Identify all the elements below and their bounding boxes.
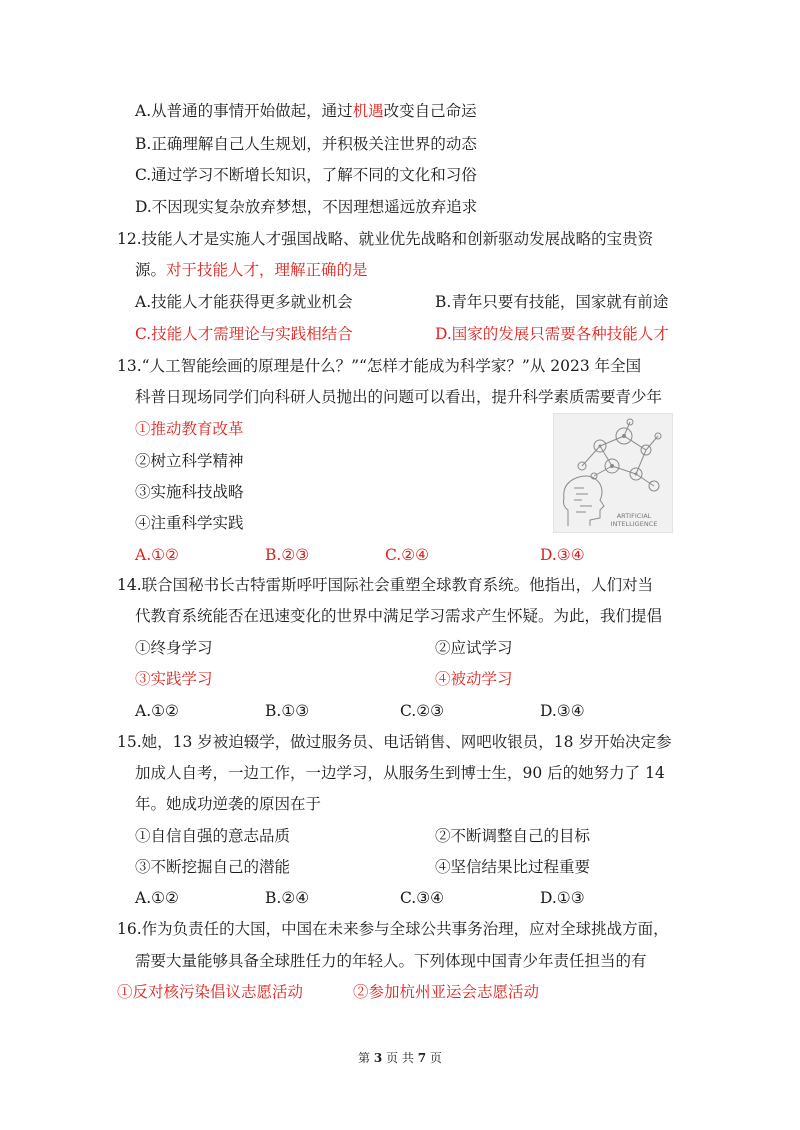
q13-item-4: ④注重科学实践 [135, 514, 244, 532]
q12-question-highlight: 对于技能人才，理解正确的是 [166, 261, 368, 279]
q15-option-d: D.①③ [540, 889, 585, 907]
q15-option-c: C.③④ [400, 889, 445, 907]
q15-item-4: ④坚信结果比过程重要 [435, 858, 591, 876]
q12-option-d: D.国家的发展只需要各种技能人才 [435, 325, 669, 343]
q16-stem-line2: 需要大量能够具备全球胜任力的年轻人。下列体现中国青少年责任担当的有 [135, 952, 647, 970]
q11-option-a: A.从普通的事情开始做起，通过机遇改变自己命运 [135, 102, 477, 120]
q13-option-d: D.③④ [540, 546, 585, 564]
q16-stem-line1: 16.作为负责任的大国，中国在未来参与全球公共事务治理，应对全球挑战方面， [117, 920, 669, 938]
q13-option-a: A.①② [135, 546, 179, 564]
q11-option-a-highlight: 机遇 [352, 102, 384, 120]
q12-option-a: A.技能人才能获得更多就业机会 [135, 293, 353, 311]
q13-item-3: ③实施科技战略 [135, 483, 244, 501]
q12-stem-line1: 12.技能人才是实施人才强国战略、就业优先战略和创新驱动发展战略的宝贵资 [117, 230, 654, 248]
q11-option-c: C.通过学习不断增长知识，了解不同的文化和习俗 [135, 166, 477, 184]
q15-option-a: A.①② [135, 889, 179, 907]
q15-stem-line1: 15.她，13 岁被迫辍学，做过服务员、电话销售、网吧收银员，18 岁开始决定参 [117, 733, 672, 751]
total-page-count: 7 [417, 1051, 427, 1065]
q15-item-3: ③不断挖掘自己的潜能 [135, 858, 291, 876]
q16-item-1: ①反对核污染倡议志愿活动 [117, 983, 304, 1001]
q13-item-2: ②树立科学精神 [135, 452, 244, 470]
q15-item-2: ②不断调整自己的目标 [435, 827, 591, 845]
q12-option-c: C.技能人才需理论与实践相结合 [135, 325, 353, 343]
q14-item-4: ④被动学习 [435, 670, 513, 688]
q14-option-c: C.②③ [400, 702, 445, 720]
ai-illustration [553, 413, 673, 533]
q16-item-2: ②参加杭州亚运会志愿活动 [353, 983, 540, 1001]
q14-option-a: A.①② [135, 702, 179, 720]
q13-item-1: ①推动教育改革 [135, 420, 244, 438]
q13-stem-line2: 科普日现场同学们向科研人员抛出的问题可以看出，提升科学素质需要青少年 [135, 388, 663, 406]
page-footer: 第 3 页 共 7 页 [358, 1051, 442, 1065]
q14-item-1: ①终身学习 [135, 639, 213, 657]
q12-option-b: B.青年只要有技能，国家就有前途 [435, 293, 669, 311]
q15-stem-line2: 加成人自考，一边工作，一边学习，从服务生到博士生，90 后的她努力了 14 [135, 764, 665, 782]
q11-option-b: B.正确理解自己人生规划，并积极关注世界的动态 [135, 135, 477, 153]
q14-option-b: B.①③ [265, 702, 310, 720]
current-page-number: 3 [373, 1051, 383, 1065]
figure-caption-line2: INTELLIGENCE [610, 520, 658, 528]
ai-brain-icon [554, 414, 672, 532]
q15-stem-line3: 年。她成功逆袭的原因在于 [135, 795, 322, 813]
q15-option-b: B.②④ [265, 889, 310, 907]
q13-option-c: C.②④ [385, 546, 430, 564]
q13-stem-line1: 13.“人工智能绘画的原理是什么？”“怎样才能成为科学家？”从 2023 年全国 [117, 357, 642, 375]
q13-option-b: B.②③ [265, 546, 310, 564]
q14-item-2: ②应试学习 [435, 639, 513, 657]
q12-stem-line2: 源。对于技能人才，理解正确的是 [135, 261, 368, 279]
q15-item-1: ①自信自强的意志品质 [135, 827, 291, 845]
q14-item-3: ③实践学习 [135, 670, 213, 688]
q14-option-d: D.③④ [540, 702, 585, 720]
q14-stem-line2: 代教育系统能否在迅速变化的世界中满足学习需求产生怀疑。为此，我们提倡 [135, 607, 663, 625]
figure-caption-line1: ARTIFICIAL [616, 512, 652, 520]
q11-option-d: D.不因现实复杂放弃梦想，不因理想遥远放弃追求 [135, 198, 478, 216]
q14-stem-line1: 14.联合国秘书长古特雷斯呼吁国际社会重塑全球教育系统。他指出，人们对当 [117, 576, 654, 594]
